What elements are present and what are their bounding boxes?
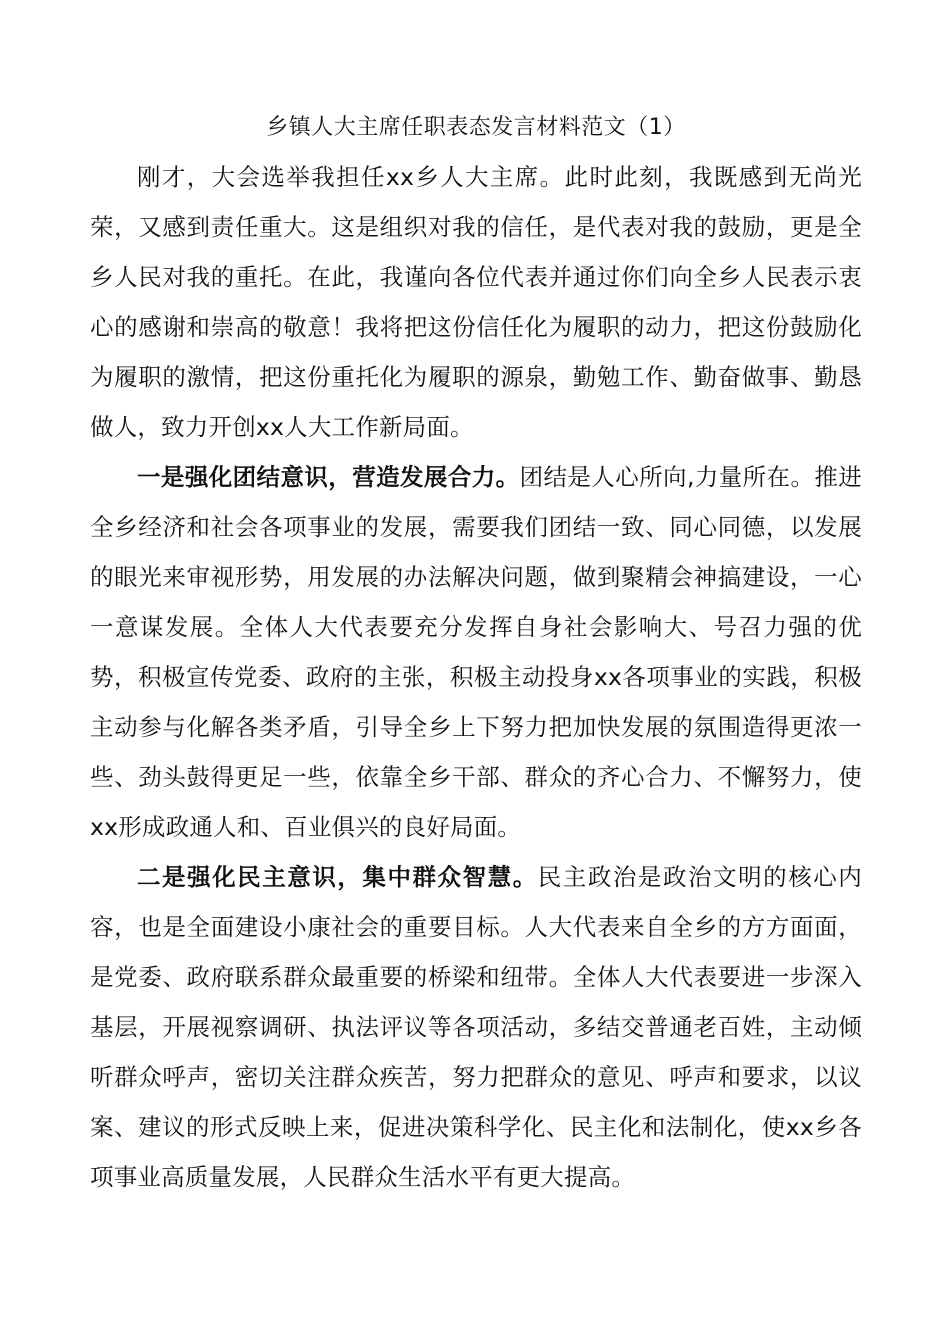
paragraph-democracy — [90, 852, 862, 1202]
paragraph-text: 刚才，大会选举我担任xx乡人大主席。此时此刻，我既感到无尚光荣，又感到责任重大。这是组织对我的信任，是代表对我的鼓励，更是全乡人民对我的重托。在此，我谨向各位代表并通过你们向全乡人民表示衷心的感谢和崇高的敬意！我将把这份信任化为履职的动力，把这份鼓励化为履职的激情，把这份重托化为履职的源泉，勤勉工作、勤奋做事、勤恳做人，致力开创xx人大工作新局面。 — [90, 163, 862, 441]
paragraph-heading: 一是强化团结意识，营造发展合力。 — [137, 463, 520, 491]
paragraph-intro — [90, 152, 862, 452]
paragraph-heading: 二是强化民主意识，集中群众智慧。 — [137, 863, 538, 891]
document-page — [90, 104, 862, 1202]
paragraph-text: 团结是人心所向,力量所在。推进全乡经济和社会各项事业的发展，需要我们团结一致、同心同德，以发展的眼光来审视形势，用发展的办法解决问题，做到聚精会神搞建设，一心一意谋发展。全体人大代表要充分发挥自身社会影响大、号召力强的优势，积极宣传党委、政府的主张，积极主动投身xx各项事业的实践，积极主动参与化解各类矛盾，引导全乡上下努力把加快发展的氛围造得更浓一些、劲头鼓得更足一些，依靠全乡干部、群众的齐心合力、不懈努力，使xx形成政通人和、百业俱兴的良好局面。 — [90, 463, 862, 841]
paragraph-unity — [90, 452, 862, 852]
paragraph-text: 民主政治是政治文明的核心内容，也是全面建设小康社会的重要目标。人大代表来自全乡的方方面面，是党委、政府联系群众最重要的桥梁和纽带。全体人大代表要进一步深入基层，开展视察调研、执法评议等各项活动，多结交普通老百姓，主动倾听群众呼声，密切关注群众疾苦，努力把群众的意见、呼声和要求，以议案、建议的形式反映上来，促进决策科学化、民主化和法制化，使xx乡各项事业高质量发展，人民群众生活水平有更大提高。 — [90, 863, 863, 1191]
document-title: 乡镇人大主席任职表态发言材料范文（1） — [266, 115, 686, 140]
